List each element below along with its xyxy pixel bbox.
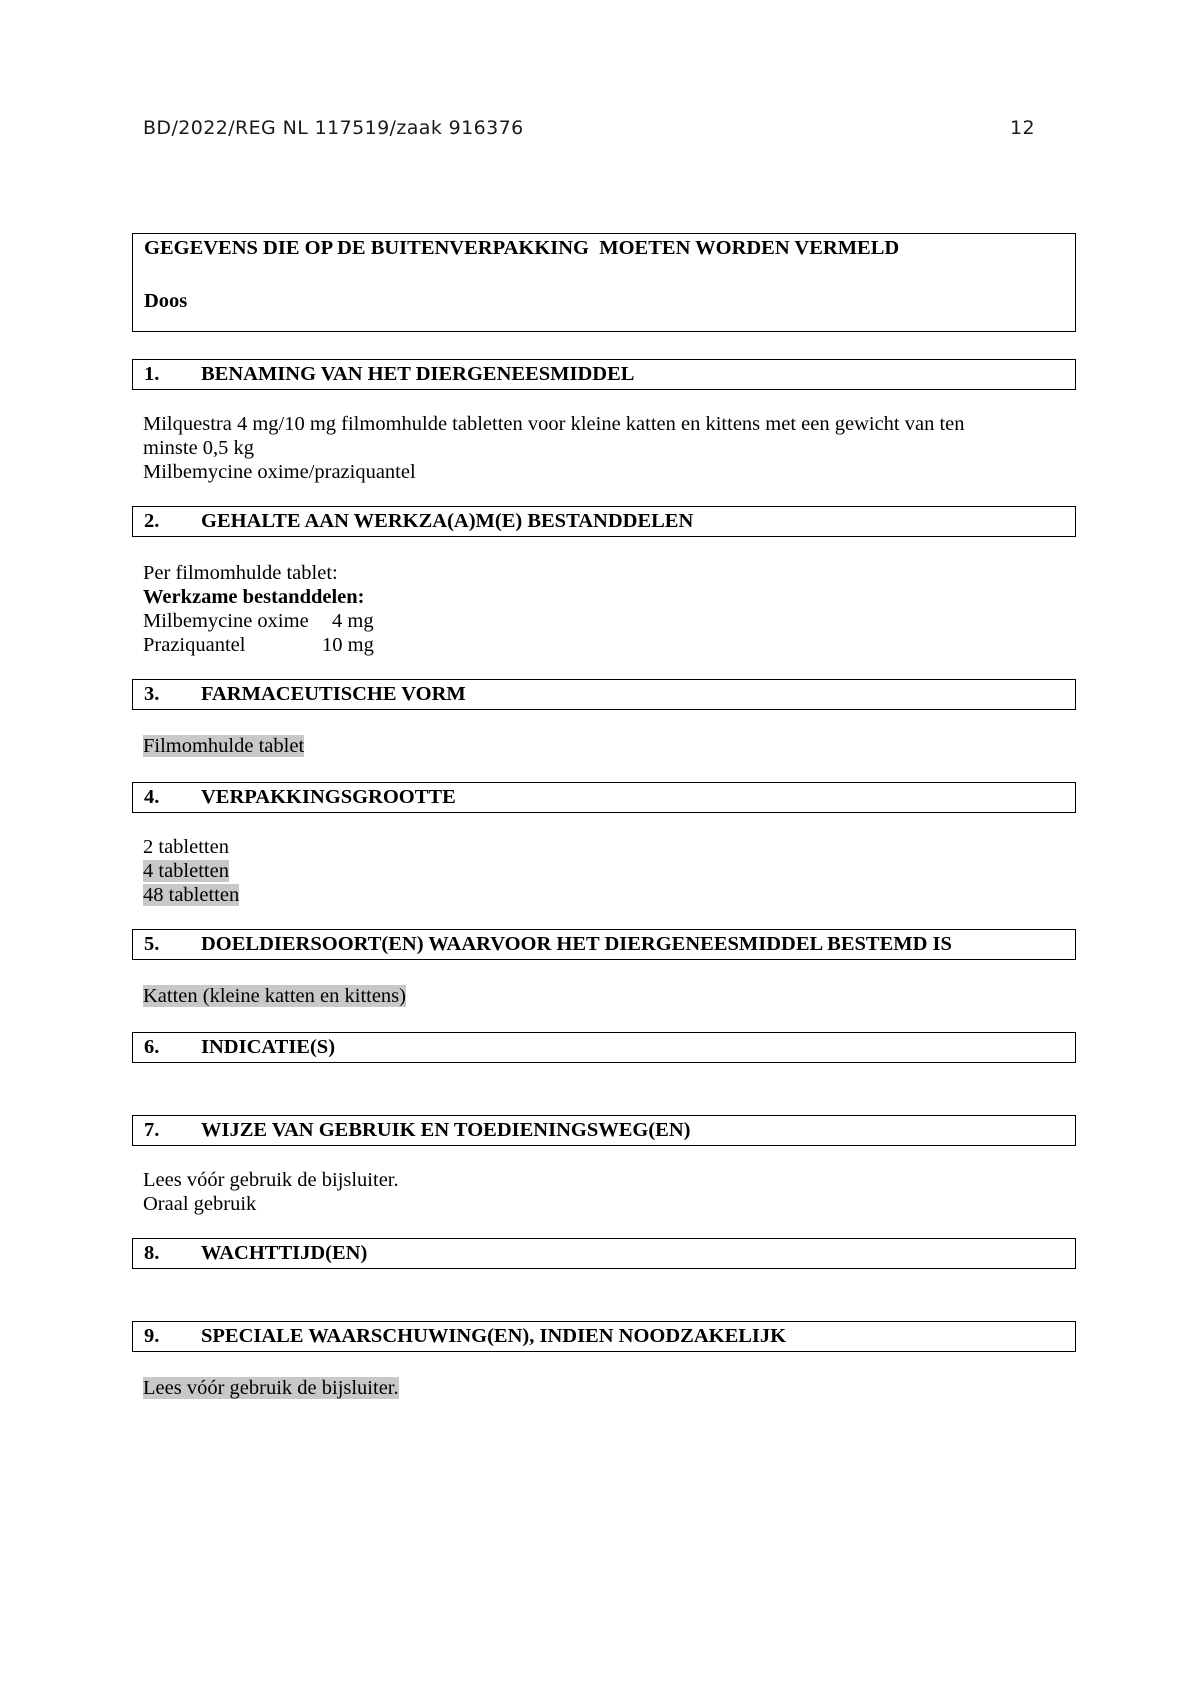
- ingredient-name: Praziquantel: [143, 634, 246, 656]
- section-9-heading: [132, 1321, 1076, 1352]
- section-number: 3.: [144, 683, 160, 705]
- section-title: SPECIALE WAARSCHUWING(EN), INDIEN NOODZAKELIJK: [201, 1325, 787, 1347]
- body-line: Milbemycine oxime/praziquantel: [143, 461, 416, 483]
- document-reference: BD/2022/REG NL 117519/zaak 916376: [143, 117, 524, 139]
- body-line: Lees vóór gebruik de bijsluiter.: [143, 1169, 399, 1191]
- section-title: WIJZE VAN GEBRUIK EN TOEDIENINGSWEG(EN): [201, 1119, 691, 1141]
- section-number: 6.: [144, 1036, 160, 1058]
- section-title: FARMACEUTISCHE VORM: [201, 683, 466, 705]
- body-line: minste 0,5 kg: [143, 437, 255, 459]
- section-7-heading: [132, 1115, 1076, 1146]
- section-title: INDICATIE(S): [201, 1036, 336, 1058]
- section-9-body: [132, 1375, 1076, 1401]
- ingredient-amount: 10 mg: [322, 634, 374, 656]
- section-8-heading: [132, 1238, 1076, 1269]
- section-number: 1.: [144, 363, 160, 385]
- highlighted-text: 4 tabletten: [143, 860, 229, 882]
- highlighted-text: Filmomhulde tablet: [143, 735, 305, 757]
- document-body: [132, 233, 1076, 1401]
- section-6-heading: [132, 1032, 1076, 1063]
- section-1-body: [132, 412, 1076, 484]
- ingredients-heading: Werkzame bestanddelen:: [143, 586, 365, 608]
- page-header: [143, 117, 1035, 139]
- body-line: 2 tabletten: [143, 836, 229, 858]
- section-2-heading: [132, 506, 1076, 537]
- section-4-body: [132, 835, 1076, 907]
- section-8-spacer: [132, 1269, 1076, 1321]
- section-number: 9.: [144, 1325, 160, 1347]
- packaging-type: Doos: [144, 290, 188, 312]
- ingredient-row: [143, 633, 1065, 657]
- body-line: Oraal gebruik: [143, 1193, 257, 1215]
- highlighted-text: Katten (kleine katten en kittens): [143, 985, 406, 1007]
- ingredient-amount: 4 mg: [332, 610, 374, 632]
- section-5-body: [132, 983, 1076, 1009]
- section-5-heading: [132, 929, 1076, 960]
- section-number: 2.: [144, 510, 160, 532]
- section-title: BENAMING VAN HET DIERGENEESMIDDEL: [201, 363, 635, 385]
- document-title: GEGEVENS DIE OP DE BUITENVERPAKKING MOETEN WORDEN VERMELD: [144, 237, 900, 259]
- section-6-spacer: [132, 1063, 1076, 1115]
- ingredient-name: Milbemycine oxime: [143, 610, 309, 632]
- section-number: 5.: [144, 933, 160, 955]
- section-3-body: [132, 733, 1076, 759]
- section-1-heading: [132, 359, 1076, 390]
- section-title: DOELDIERSOORT(EN) WAARVOOR HET DIERGENEESMIDDEL BESTEMD IS: [201, 933, 952, 955]
- section-number: 8.: [144, 1242, 160, 1264]
- section-3-heading: [132, 679, 1076, 710]
- section-title: GEHALTE AAN WERKZA(A)M(E) BESTANDDELEN: [201, 510, 694, 532]
- ingredient-row: [143, 609, 1065, 633]
- section-2-body: [132, 561, 1076, 657]
- highlighted-text: 48 tabletten: [143, 884, 240, 906]
- section-title: VERPAKKINGSGROOTTE: [201, 786, 456, 808]
- title-box: [132, 233, 1076, 332]
- page-number: 12: [1010, 117, 1035, 139]
- section-number: 7.: [144, 1119, 160, 1141]
- body-line: Milquestra 4 mg/10 mg filmomhulde tabletten voor kleine katten en kittens met een gewicht van ten: [143, 413, 965, 435]
- section-4-heading: [132, 782, 1076, 813]
- body-line: Per filmomhulde tablet:: [143, 562, 338, 584]
- section-7-body: [132, 1168, 1076, 1216]
- highlighted-text: Lees vóór gebruik de bijsluiter.: [143, 1377, 399, 1399]
- section-title: WACHTTIJD(EN): [201, 1242, 368, 1264]
- section-number: 4.: [144, 786, 160, 808]
